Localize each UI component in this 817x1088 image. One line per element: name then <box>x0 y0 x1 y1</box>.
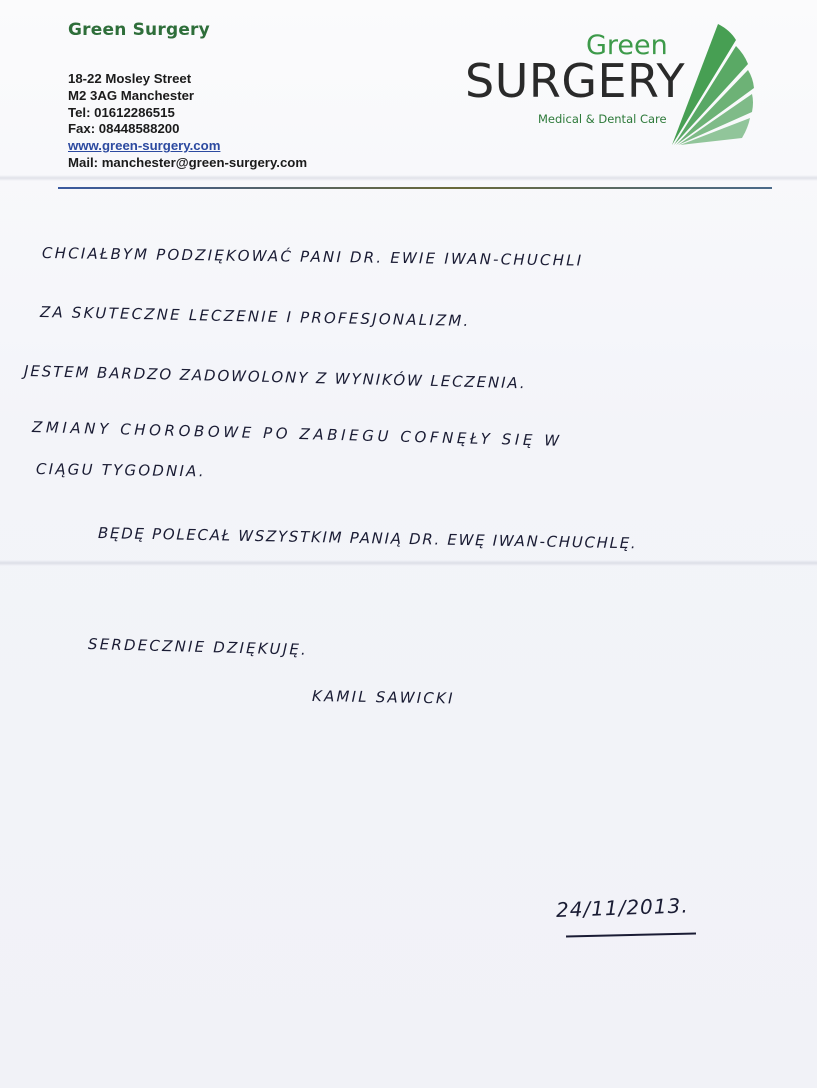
address-block <box>68 71 307 172</box>
phone-number: Tel: 01612286515 <box>68 104 175 120</box>
clinic-name: Green Surgery <box>68 20 210 40</box>
letter-line: BĘDĘ POLECAŁ WSZYSTKIM PANIĄ DR. EWĘ IWAN-CHUCHLĘ. <box>97 524 638 553</box>
email-address: Mail: manchester@green-surgery.com <box>68 154 308 170</box>
logo-tagline: Medical & Dental Care <box>538 112 667 126</box>
fax-number: Fax: 08448588200 <box>68 121 180 137</box>
letter-date: 24/11/2013. <box>555 893 689 922</box>
header-divider <box>58 187 772 189</box>
paper-fold <box>0 560 817 566</box>
letter-line: JESTEM BARDZO ZADOWOLONY Z WYNIKÓW LECZENIA. <box>23 362 527 393</box>
green-fan-icon <box>668 20 758 150</box>
closing-line: SERDECZNIE DZIĘKUJĘ. <box>87 635 309 659</box>
date-underline <box>566 933 696 937</box>
address-city: M2 3AG Manchester <box>68 87 195 103</box>
letter-line: ZMIANY CHOROBOWE PO ZABIEGU COFNĘŁY SIĘ W <box>31 418 563 450</box>
address-street: 18-22 Mosley Street <box>68 71 192 86</box>
letter-line: CHCIAŁBYM PODZIĘKOWAĆ PANI DR. EWIE IWAN-CHUCHLI <box>41 244 584 270</box>
logo-word-green: Green <box>586 30 668 61</box>
letter-line: CIĄGU TYGODNIA. <box>35 460 206 481</box>
logo-word-surgery: SURGERY <box>465 54 686 108</box>
signature: KAMIL SAWICKI <box>311 687 455 708</box>
website-link[interactable]: www.green-surgery.com <box>68 138 221 154</box>
paper-fold <box>0 175 817 181</box>
letter-line: ZA SKUTECZNE LECZENIE I PROFESJONALIZM. <box>39 303 471 331</box>
